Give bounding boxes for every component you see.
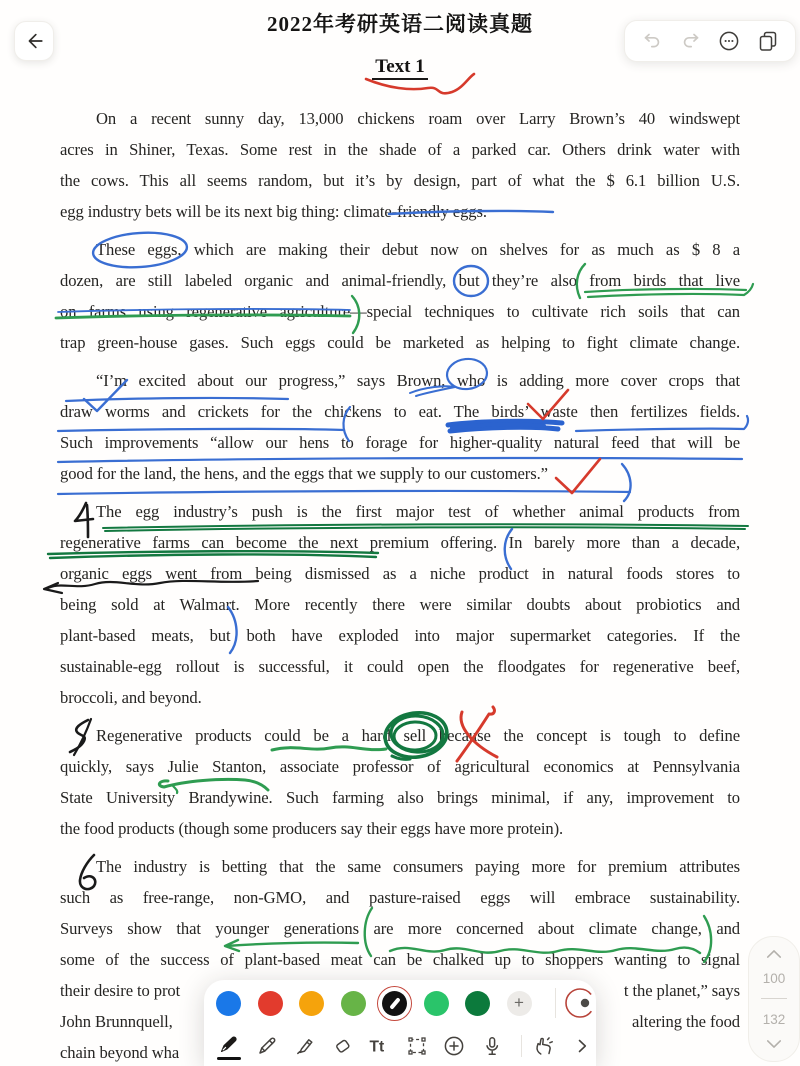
highlighter-tool[interactable] (291, 1031, 317, 1061)
redo-icon[interactable] (679, 29, 703, 53)
selection-tool[interactable] (404, 1031, 430, 1061)
color-swatch-black-selected[interactable] (382, 991, 407, 1016)
text-line: dozen, are still labeled organic and animal-friendly, but they’re also from birds that live (60, 271, 740, 290)
eraser-tool[interactable] (329, 1031, 355, 1061)
svg-text:Tt: Tt (369, 1038, 385, 1056)
text-line: the cows. This all seems random, but it’s by design, part of what the $ 6.1 billion U.S. (60, 171, 740, 190)
text-line: On a recent sunny day, 13,000 chickens roam over Larry Brown’s 40 windswept (96, 109, 740, 128)
copy-pages-icon[interactable] (756, 29, 780, 53)
pager-divider (761, 998, 787, 999)
current-page: 100 (762, 971, 786, 987)
pen-nib-glyph (389, 997, 400, 1010)
total-pages: 132 (762, 1011, 786, 1027)
text-line: Regenerative products could be a hard sell because the concept is tough to define (96, 726, 740, 745)
color-swatch-blue[interactable] (216, 991, 241, 1016)
toolbar-divider (555, 988, 556, 1018)
custom-color-picker-icon[interactable] (564, 987, 596, 1019)
page-indicator (748, 936, 800, 1062)
chevron-up-icon[interactable] (766, 949, 782, 959)
color-swatch-green[interactable] (341, 991, 366, 1016)
text-line: Such improvements “allow our hens to forage for higher-quality natural feed that will be (60, 433, 740, 452)
gesture-tool[interactable] (531, 1031, 557, 1061)
text-line-partially-covered: chain beyond wha (60, 1043, 180, 1062)
text-tool[interactable] (366, 1031, 392, 1061)
fountain-pen-tool-selected[interactable] (216, 1031, 242, 1061)
text-line: The industry is betting that the same consumers paying more for premium attributes (96, 857, 740, 876)
color-swatch-red[interactable] (258, 991, 283, 1016)
text-line-partially-covered: their desire to prot t the planet,” says (60, 981, 740, 1000)
annotation-toolbar (204, 980, 596, 1066)
text-line-partially-covered: John Brunnquell, altering the food (60, 1012, 740, 1031)
more-tools-chevron[interactable] (569, 1031, 595, 1061)
paragraph-3 (60, 365, 740, 489)
color-swatch-orange[interactable] (299, 991, 324, 1016)
text-line: State University Brandywine. Such farming also brings minimal, if any, improvement to (60, 788, 740, 807)
text-line: on farms using regenerative agriculture—special techniques to cultivate rich soils that can (60, 302, 740, 321)
pencil-tool[interactable] (254, 1031, 280, 1061)
text-line: organic eggs went from being dismissed as a niche product in natural foods stores to (60, 564, 740, 583)
paragraph-1 (60, 103, 740, 227)
add-tool[interactable] (441, 1031, 467, 1061)
text-line: egg industry bets will be its next big thing: climate-friendly eggs. (60, 202, 487, 221)
chevron-down-icon[interactable] (766, 1039, 782, 1049)
add-color-button[interactable]: + (507, 991, 532, 1016)
text-line: draw worms and crickets for the chickens to eat. The birds’ waste then fertilizes fields. (60, 402, 740, 421)
paragraph-2 (60, 234, 740, 358)
microphone-tool[interactable] (479, 1031, 505, 1061)
text-line: such as free-range, non-GMO, and pasture-raised eggs will embrace sustainability. (60, 888, 740, 907)
section-heading: Text 1 (0, 56, 800, 78)
text-line: some of the success of plant-based meat can be chalked up to shoppers wanting to signal (60, 950, 740, 969)
text-line: the food products (though some producers say their eggs have more protein). (60, 819, 564, 838)
text-line: being sold at Walmart. More recently there were similar doubts about probiotics and (60, 595, 740, 614)
ink-underline-good-for-the-land (58, 491, 630, 494)
toolbar-divider (521, 1035, 522, 1057)
text-line: sustainable-egg rollout is successful, it could open the floodgates for regenerative beef, (60, 657, 740, 676)
paragraph-4 (60, 496, 740, 713)
paragraph-5 (60, 720, 740, 844)
text-line: plant-based meats, but both have exploded into major supermarket categories. If the (60, 626, 740, 645)
undo-icon[interactable] (640, 29, 664, 53)
color-swatch-dark-green[interactable] (465, 991, 490, 1016)
text-line: Surveys show that younger generations are more concerned about climate change, and (60, 919, 740, 938)
text-line: quickly, says Julie Stanton, associate professor of agricultural economics at Pennsylvania (60, 757, 740, 776)
more-options-icon[interactable] (717, 29, 741, 53)
text-line: regenerative farms can become the next premium offering. In barely more than a decade, (60, 533, 740, 552)
page-title: 2022年考研英语二阅读真题 (267, 12, 533, 36)
text-line: trap green-house gases. Such eggs could be marketed as helping to fight climate change. (60, 333, 740, 352)
text-line: The egg industry’s push is the first major test of whether animal products from (96, 502, 740, 521)
color-swatch-emerald[interactable] (424, 991, 449, 1016)
color-palette-row (204, 980, 596, 1026)
text-line: “I’m excited about our progress,” says Brown, who is adding more cover crops that (96, 371, 740, 390)
selected-tool-indicator (217, 1057, 241, 1060)
text-line: good for the land, the hens, and the eggs that we supply to our customers.” (60, 464, 548, 483)
text-line: These eggs, which are making their debut now on shelves for as much as $ 8 a (96, 240, 740, 259)
tool-row (204, 1026, 596, 1066)
text-line: broccoli, and beyond. (60, 688, 202, 707)
text-line: acres in Shiner, Texas. Some rest in the shade of a parked car. Others drink water with (60, 140, 740, 159)
